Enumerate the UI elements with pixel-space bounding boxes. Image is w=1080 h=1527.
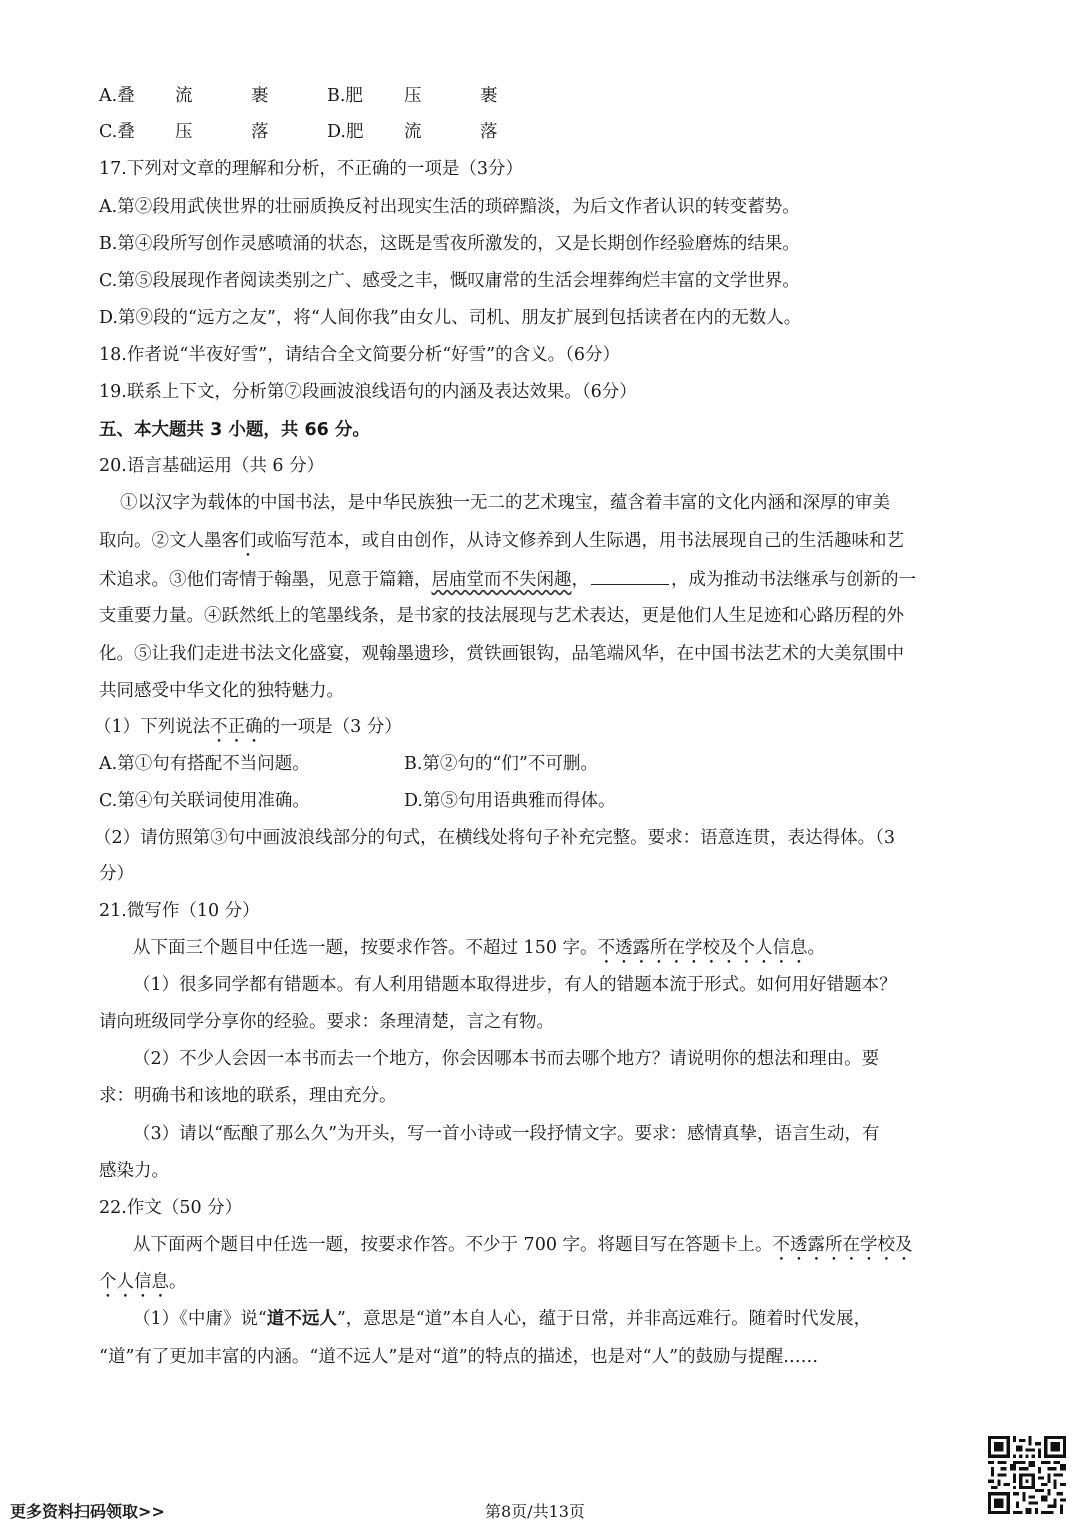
section-heading: 五、本大题共 3 小题，共 66 分。: [99, 420, 370, 440]
q21-option-1-cont: 请向班级同学分享你的经验。要求：条理清楚，言之有物。: [99, 1012, 554, 1032]
footer-scan-prompt[interactable]: 更多资料扫码领取>>: [10, 1502, 165, 1521]
option-label: 落: [480, 122, 498, 142]
option-label: C.第④句关联词使用准确。: [99, 791, 310, 811]
q21-option-2: （2）不少人会因一本书而去一个地方，你会因哪本书而去哪个地方？请说明你的想法和理由。要: [133, 1049, 880, 1069]
option-label: 流: [404, 122, 422, 142]
q17-option-b: B.第④段所写创作灵感喷涌的状态，这既是雪夜所激发的，又是长期创作经验磨炼的结果。: [99, 234, 800, 254]
option-label: B.第②句的“们”不可删。: [404, 754, 598, 774]
q21-option-3-cont: 感染力。: [99, 1161, 169, 1181]
q22-option-1: （1）《中庸》说“道不远人”，意思是“道”本自人心，蕴于日常，并非高远难行。随着时代发展，: [133, 1309, 872, 1329]
option-label: 裹: [251, 86, 269, 106]
q22-title: 22.作文（50 分）: [99, 1198, 243, 1218]
page-number: 第8页/共13页: [485, 1502, 585, 1521]
q17-option-d: D.第⑨段的“远方之友”，将“人间你我”由女儿、司机、朋友扩展到包括读者在内的无数人。: [99, 308, 802, 328]
q20-passage-line: 支重要力量。④跃然纸上的笔墨线条，是书家的技法展现与艺术表达，更是他们人生足迹和心路历程的外: [99, 606, 904, 626]
q19-stem: 19.联系上下文，分析第⑦段画波浪线语句的内涵及表达效果。（6分）: [99, 382, 637, 402]
option-label: 落: [251, 122, 269, 142]
q22-intro-cont: 个人信息。: [99, 1272, 187, 1292]
bold-phrase: 道不远人: [266, 1309, 337, 1329]
option-label: 压: [404, 86, 422, 106]
wavy-underlined-phrase: 居庙堂而不失闲趣: [431, 570, 572, 590]
q21-intro: 从下面三个题目中任选一题，按要求作答。不超过 150 字。不透露所在学校及个人信息。: [133, 938, 826, 958]
option-label: 压: [175, 122, 193, 142]
option-label: 流: [175, 86, 193, 106]
dotted-phrase: 不透露所在学校及: [772, 1235, 913, 1255]
q20-passage-line: ①以汉字为载体的中国书法，是中华民族独一无二的艺术瑰宝，蕴含着丰富的文化内涵和深厚的审美: [120, 493, 890, 513]
option-label: D.肥: [327, 122, 364, 142]
q20-subquestion-2: （2）请仿照第③句中画波浪线部分的句式，在横线处将句子补充完整。要求：语意连贯，表达得体。（3: [94, 828, 896, 848]
q20-title: 20.语言基础运用（共 6 分）: [99, 456, 325, 476]
option-label: C.叠: [99, 122, 135, 142]
option-label: A.叠: [99, 86, 135, 106]
option-label: D.第⑤句用语典雅而得体。: [404, 791, 616, 811]
q21-option-3: （3）请以“酝酿了那么久”为开头，写一首小诗或一段抒情文字。要求：感情真挚，语言生动，有: [133, 1124, 880, 1144]
option-label: A.第①句有搭配不当问题。: [99, 754, 310, 774]
q20-passage-line: 取向。②文人墨客们或临写范本，或自由创作，从诗文修养到人生际遇，用书法展现自己的生活趣味和艺: [99, 531, 904, 551]
option-label: 裹: [480, 86, 498, 106]
q17-option-a: A.第②段用武侠世界的壮丽质换反衬出现实生活的琐碎黯淡，为后文作者认识的转变蓄势。: [99, 197, 800, 217]
dotted-phrase: 不透露所在学校及个人信息: [597, 938, 808, 958]
q22-option-1-cont: “道”有了更加丰富的内涵。“道不远人”是对“道”的特点的描述，也是对“人”的鼓励与提醒……: [99, 1347, 819, 1367]
q17-option-c: C.第⑤段展现作者阅读类别之广、感受之丰，慨叹庸常的生活会埋葬绚烂丰富的文学世界。: [99, 271, 800, 291]
qr-code-icon[interactable]: [988, 1436, 1066, 1514]
dotted-word: 不正确: [210, 717, 263, 737]
q21-option-2-cont: 求：明确书和该地的联系，理由充分。: [99, 1086, 397, 1106]
dotted-phrase: 个人信息: [99, 1272, 169, 1292]
fill-in-blank: [591, 566, 669, 585]
q20-subquestion-1: （1）下列说法不正确的一项是（3 分）: [94, 717, 402, 737]
q20-passage-line: 化。⑤让我们走进书法文化盛宴，观翰墨遗珍，赏铁画银钩，品笔端风华，在中国书法艺术的大美氛围中: [99, 644, 904, 664]
q17-stem: 17.下列对文章的理解和分析，不正确的一项是（3分）: [99, 159, 523, 179]
q20-passage-line: 共同感受中华文化的独特魅力。: [99, 681, 344, 701]
q18-stem: 18.作者说“半夜好雪”，请结合全文简要分析“好雪”的含义。（6分）: [99, 345, 620, 365]
dotted-word: 们: [239, 531, 257, 551]
option-label: B.肥: [327, 86, 363, 106]
q20-subquestion-2-cont: 分）: [99, 864, 134, 884]
q22-intro: 从下面两个题目中任选一题，按要求作答。不少于 700 字。将题目写在答题卡上。不透露所在学校及: [133, 1235, 913, 1255]
q21-option-1: （1）很多同学都有错题本。有人利用错题本取得进步，有人的错题本流于形式。如何用好错题本？: [133, 975, 897, 995]
q20-passage-line: 术追求。③他们寄情于翰墨，见意于篇籍，居庙堂而不失闲趣， ，成为推动书法继承与创新的一: [99, 566, 1020, 593]
q21-title: 21.微写作（10 分）: [99, 901, 260, 921]
